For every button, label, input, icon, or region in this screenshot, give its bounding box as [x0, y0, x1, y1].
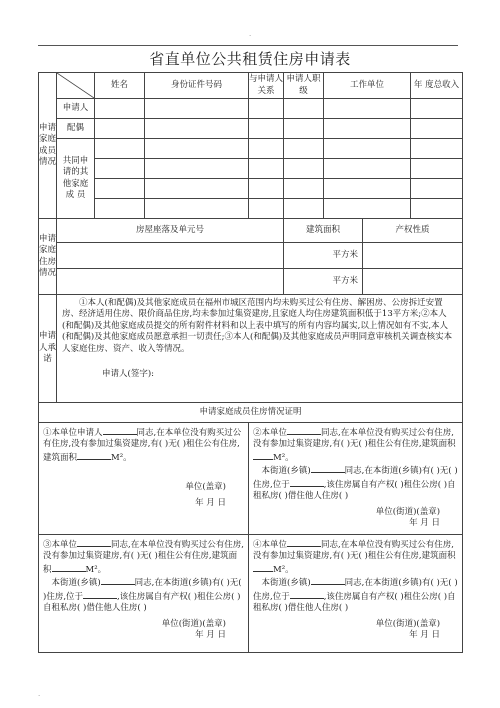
certificate-cell-4: ④本单位 同志,在本单位没有购买过公有住房,没有参加过集资建房,有( )无( )租住公有住房,建筑面积M²。 本街道(乡镇) 同志,在本街道(乡镇)有( )无( )住房,位于 ,该住房属自有产权( )租住公房( )自租私房( )借住他人住房( ) 单位(街道)(盖章) 年 月 日 [249, 535, 463, 653]
commitment-cell [57, 295, 463, 403]
certificate-cell-1: ①本单位申请人 同志,在本单位没有购买过公有住房,没有参加过集资建房,有( )无( )租住公有住房,建筑面积 M²。 单位(盖章) 年 月 日 [39, 423, 249, 535]
cert3-date: 年 月 日 [195, 630, 226, 641]
other3-income-field[interactable] [411, 179, 463, 199]
top-rule [38, 45, 458, 46]
col-ownership: 产权性质 [363, 219, 463, 243]
applicant-signature-label: 申请人(签字): [102, 369, 154, 380]
header-dot: . [249, 30, 252, 38]
row-other-1 [39, 139, 463, 159]
other2-id-field[interactable] [145, 159, 249, 179]
commitment-text: ①本人(和配偶)及其他家庭成员在福州市城区范围内均未购买过公有住房、解困房、公房拆迁安置房、经济适用住房、限价商品住房,均未参加过集资建房,且家庭人均住房建筑面积低于13平方米;②本人(和配偶)及其他家庭成员提交的所有附件材料和以上表中填写的所有内容均属实,以上情况如有不实,本人(和配偶)及其他家庭成员愿意承担一切责任;③本人(和配偶)及其他家庭成员声明同意审核机关调查核实本人家庭住房、资产、收入等情况。 [62, 298, 453, 354]
col-work-unit: 工作单位 [324, 73, 411, 99]
page-title: 省直单位公共租赁住房申请表 [149, 50, 351, 68]
row-other-3 [39, 179, 463, 199]
spouse-rank-field[interactable] [284, 119, 324, 139]
other3-id-field[interactable] [145, 179, 249, 199]
spouse-name-field[interactable] [95, 119, 145, 139]
row-label-spouse: 配偶 [57, 119, 95, 139]
application-form [38, 72, 462, 648]
other4-income-field[interactable] [411, 199, 463, 219]
other1-relation-field[interactable] [249, 139, 284, 159]
other2-income-field[interactable] [411, 159, 463, 179]
certificate-row-2 [39, 535, 463, 653]
commitment-side-label: 申请人承诺 [39, 295, 57, 403]
footer-dot: . [38, 690, 41, 698]
row-label-applicant: 申请人 [57, 99, 95, 119]
spouse-income-field[interactable] [411, 119, 463, 139]
col-floor-area: 建筑面积 [284, 219, 363, 243]
cert4-stamp: 单位(街道)(盖章) [375, 618, 441, 629]
other2-rank-field[interactable] [284, 159, 324, 179]
other2-name-field[interactable] [95, 159, 145, 179]
cert2-stamp: 单位(街道)(盖章) [375, 506, 441, 517]
certificate-cell-3: ③本单位 同志,在本单位没有购买过公有住房,没有参加过集资建房,有( )无( )租住公有住房,建筑面积 M²。 本街道(乡镇) 同志,在本街道(乡镇)有( )无( )住房,位于 ,该住房属自有产权( )租住公房( )自租私房( )借住他人住房( ) 单位(街道)(盖章) 年 月 日 [39, 535, 249, 653]
other3-name-field[interactable] [95, 179, 145, 199]
cert2-street-name-blank[interactable] [311, 464, 345, 473]
other1-id-field[interactable] [145, 139, 249, 159]
applicant-income-field[interactable] [411, 99, 463, 119]
cert2-name-blank[interactable] [287, 426, 321, 435]
spouse-relation-field[interactable] [249, 119, 284, 139]
other1-income-field[interactable] [411, 139, 463, 159]
col-name: 姓名 [95, 73, 145, 99]
cert4-location-blank[interactable] [290, 590, 324, 599]
cert3-location-blank[interactable] [83, 590, 117, 599]
cert1-date: 年 月 日 [195, 497, 226, 508]
housing2-ownership-field[interactable] [363, 269, 463, 295]
cert4-name-blank[interactable] [287, 538, 321, 547]
cert1-name-blank[interactable] [103, 426, 137, 435]
cert3-area-blank[interactable] [52, 563, 86, 572]
col-address: 房屋座落及单元号 [57, 219, 284, 243]
row-applicant [39, 99, 463, 119]
col-relation: 与申请人关系 [249, 73, 284, 99]
housing-row-2 [39, 269, 463, 295]
diagonal-header-cell [57, 73, 95, 99]
cert2-area-blank[interactable] [253, 451, 273, 460]
other4-relation-field[interactable] [249, 199, 284, 219]
cert2-date: 年 月 日 [409, 518, 441, 529]
certificate-title: 申请家庭成员住房情况证明 [39, 403, 463, 423]
other1-rank-field[interactable] [284, 139, 324, 159]
other2-work-field[interactable] [324, 159, 411, 179]
row-other-4 [39, 199, 463, 219]
applicant-name-field[interactable] [95, 99, 145, 119]
cert3-stamp: 单位(街道)(盖章) [161, 618, 226, 629]
certificate-cell-2: ②本单位 同志,在本单位没有购买过公有住房,没有参加过集资建房,有( )无( )租住公有住房,建筑面积M²。 本街道(乡镇) 同志,在本街道(乡镇)有( )无( )住房,位于 ,该住房属自有产权( )租住公房( )自租私房( )借住他人住房( ) 单位(街道)(盖章) 年 月 日 [249, 423, 463, 535]
other1-work-field[interactable] [324, 139, 411, 159]
cert3-name-blank[interactable] [77, 538, 111, 547]
col-rank: 申请人职 级 [284, 73, 324, 99]
housing1-address-field[interactable] [57, 243, 284, 269]
other3-work-field[interactable] [324, 179, 411, 199]
other4-work-field[interactable] [324, 199, 411, 219]
other4-rank-field[interactable] [284, 199, 324, 219]
other4-name-field[interactable] [95, 199, 145, 219]
other1-name-field[interactable] [95, 139, 145, 159]
housing2-address-field[interactable] [57, 269, 284, 295]
cert3-street-name-blank[interactable] [101, 576, 135, 585]
spouse-id-field[interactable] [145, 119, 249, 139]
cert1-area-blank[interactable] [77, 451, 111, 460]
cert4-area-blank[interactable] [253, 563, 273, 572]
other3-rank-field[interactable] [284, 179, 324, 199]
cert4-date: 年 月 日 [409, 630, 441, 641]
applicant-id-field[interactable] [145, 99, 249, 119]
row-spouse [39, 119, 463, 139]
applicant-rank-field[interactable] [284, 99, 324, 119]
col-income: 年 度总收入 [411, 73, 463, 99]
housing1-ownership-field[interactable] [363, 243, 463, 269]
cert4-street-name-blank[interactable] [311, 576, 345, 585]
applicant-work-field[interactable] [324, 99, 411, 119]
certificate-title-row [39, 403, 463, 423]
certificate-row-1 [39, 423, 463, 535]
housing1-area-unit[interactable]: 平方米 [284, 243, 363, 269]
family-side-label: 申请家庭成员情况 [39, 73, 57, 219]
housing-header-row [39, 219, 463, 243]
col-id-number: 身份证件号码 [145, 73, 249, 99]
family-header-row [39, 73, 463, 99]
spouse-work-field[interactable] [324, 119, 411, 139]
commitment-row [39, 295, 463, 403]
cert2-location-blank[interactable] [290, 478, 324, 487]
housing-side-label: 申请家庭住房情况 [39, 219, 57, 295]
other2-relation-field[interactable] [249, 159, 284, 179]
housing2-area-unit[interactable]: 平方米 [284, 269, 363, 295]
form-table [38, 72, 463, 653]
other4-id-field[interactable] [145, 199, 249, 219]
row-other-2 [39, 159, 463, 179]
applicant-relation-field[interactable] [249, 99, 284, 119]
housing-row-1 [39, 243, 463, 269]
cert1-stamp: 单位(盖章) [185, 482, 226, 493]
row-label-other-members: 共同申请的其他家庭成 员 [57, 139, 95, 219]
other3-relation-field[interactable] [249, 179, 284, 199]
